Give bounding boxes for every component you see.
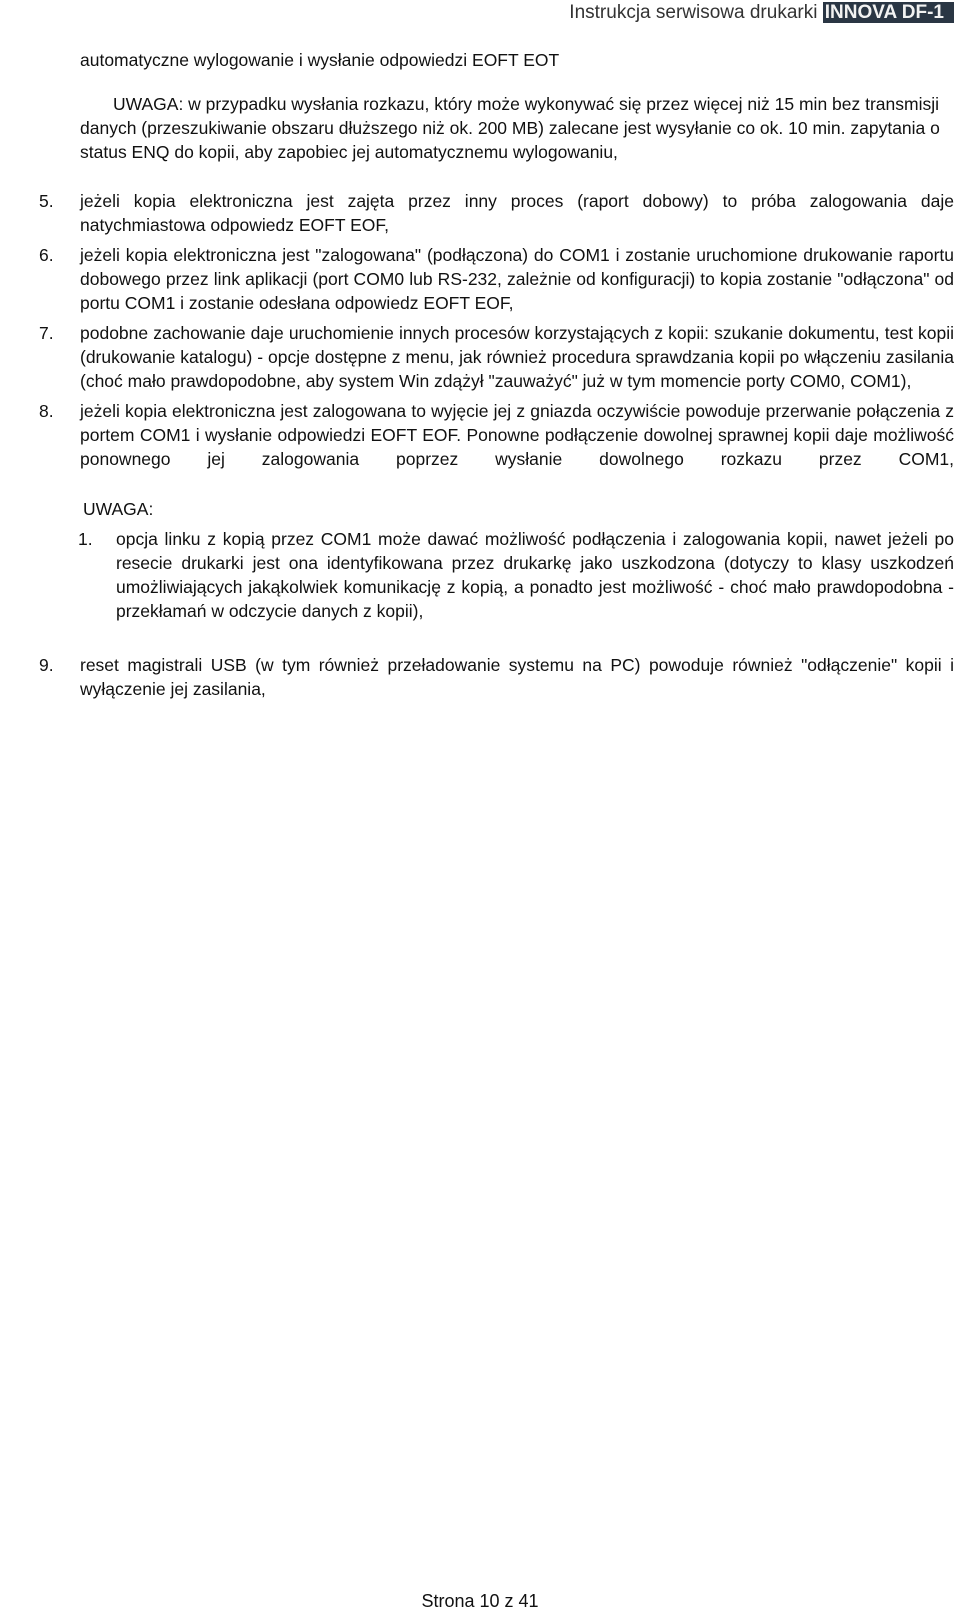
list-item-text: opcja linku z kopią przez COM1 może dawać możliwość podłączenia i zalogowania kopii, nawet jeżeli po resecie drukarki jest ona identyfikowana przez drukarkę jako uszkodzona (dotyczy to klasy uszkodzeń umożliwiających jakąkolwiek komunikację z kopią, a ponadto jest możliwość - choć mało prawdopodobna - przekłamań w odczycie danych z kopii), [116,529,954,621]
list-item-text: reset magistrali USB (w tym również przeładowanie systemu na PC) powoduje również "odłączenie" kopii i wyłączenie jej zasilania, [80,655,954,699]
document-body [39,48,954,707]
header-title: Instrukcja serwisowa drukarki [569,2,818,23]
list-item-6 [39,243,954,315]
list-item-number: 5. [39,191,54,211]
list-item-number: 8. [39,401,54,421]
note-paragraph: UWAGA: w przypadku wysłania rozkazu, który może wykonywać się przez więcej niż 15 min bez transmisji danych (przeszukiwanie obszaru dłuższego niż ok. 200 MB) zalecane jest wysyłanie co ok. 10 min. zapytania o status ENQ do kopii, aby zapobiec jej automatycznemu wylogowaniu, [80,94,940,162]
note-heading: UWAGA: [83,499,154,519]
list-item-text: podobne zachowanie daje uruchomienie innych procesów korzystających z kopii: szukanie dokumentu, test kopii (drukowanie katalogu) - opcje dostępne z menu, jak również procedura sprawdzania kopii po włączeniu zasilania (choć mało prawdopodobne, aby system Win zdążył "zauważyć" już w tym momencie porty COM0, COM1), [80,323,954,391]
list-item-text: jeżeli kopia elektroniczna jest zajęta przez inny proces (raport dobowy) to próba zalogowania daje natychmiastowa odpowiedz EOFT EOF, [80,191,954,235]
paragraph-logout: automatyczne wylogowanie i wysłanie odpowiedzi EOFT EOT [80,50,560,70]
list-item-number: 7. [39,323,54,343]
list-item-9 [39,653,954,701]
list-item-number: 9. [39,655,54,675]
page-number: Strona 10 z 41 [421,1591,539,1611]
page-header [569,0,960,28]
list-item-8 [39,399,954,471]
list-item-5 [39,189,954,237]
list-item-number: 6. [39,245,54,265]
list-item-text: jeżeli kopia elektroniczna jest "zalogowana" (podłączona) do COM1 i zostanie uruchomione drukowanie raportu dobowego przez link aplikacji (port COM0 lub RS-232, zależnie od konfiguracji) to kopia zostanie "odłączona" od portu COM1 i zostanie odesłana odpowiedz EOFT EOF, [80,245,954,313]
header-brand: INNOVA DF-1 [823,2,954,23]
list-item-text: jeżeli kopia elektroniczna jest zalogowana to wyjęcie jej z gniazda oczywiście powoduje przerwanie połączenia z portem COM1 i wysłanie odpowiedzi EOFT EOF. Ponowne podłączenie dowolnej sprawnej kopii daje możliwość ponownego jej zalogowania poprzez wysłanie dowolnego rozkazu przez COM1, [80,401,954,469]
list-item-7 [39,321,954,393]
note-list-item-1 [78,527,954,623]
list-item-number: 1. [78,529,93,549]
